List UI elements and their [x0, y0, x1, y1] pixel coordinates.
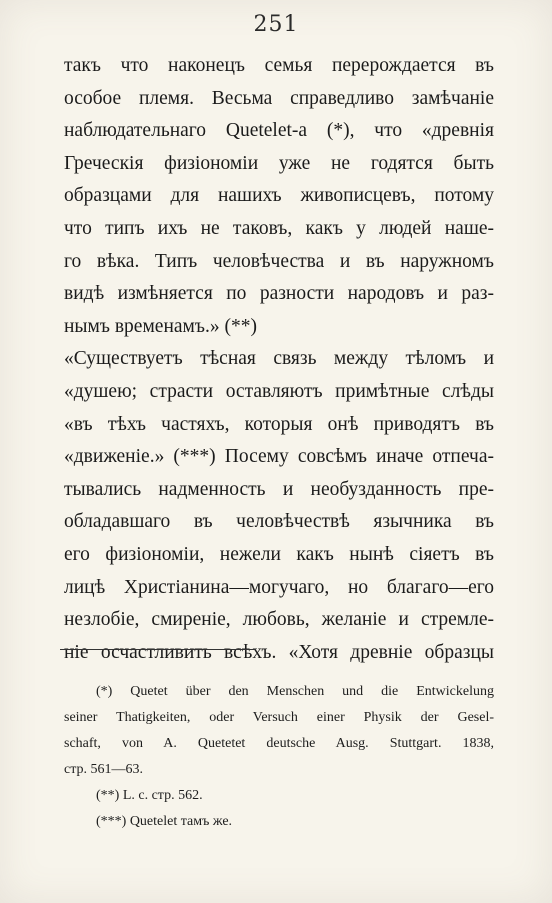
footnote-rule	[60, 649, 256, 650]
text-line: ніе осчастливить всѣхъ. «Хотя древніе образцы	[64, 641, 494, 663]
text-line: тывались надменность и необузданность пре-	[64, 478, 494, 500]
page-number: 251	[253, 12, 299, 37]
text-line: незлобіе, смиреніе, любовь, желаніе и стремле-	[64, 609, 494, 631]
text-line: обладавшаго въ человѣчествѣ язычника въ	[64, 511, 494, 533]
text-line: Греческія физіономіи уже не годятся быть	[64, 152, 494, 174]
text-line: нымъ временамъ.» (**)	[64, 315, 257, 337]
text-line: видѣ измѣняется по разности народовъ и раз-	[64, 283, 494, 305]
text-line: лицѣ Христіанина—могучаго, но благаго—его	[64, 576, 494, 598]
footnotes	[64, 679, 494, 835]
footnote-line: schaft, von A. Quetetet deutsche Ausg. Stuttgart. 1838,	[64, 736, 494, 751]
footnote-line: стр. 561—63.	[64, 762, 144, 777]
body-text	[64, 50, 494, 669]
footnote-line: (**) L. c. стр. 562.	[96, 788, 203, 803]
text-line: такъ что наконецъ семья перерождается въ	[64, 55, 494, 76]
text-line: образцами для нашихъ живописцевъ, потому	[64, 185, 494, 207]
text-line: что типъ ихъ не таковъ, какъ у людей наше-	[64, 217, 494, 239]
text-line: «въ тѣхъ частяхъ, которыя онѣ приводятъ въ	[64, 413, 494, 435]
text-line: его физіономіи, нежели какъ нынѣ сіяетъ въ	[64, 543, 494, 565]
text-line: «движеніе.» (***) Посему совсѣмъ иначе отпеча-	[64, 446, 494, 468]
text-line: особое племя. Весьма справедливо замѣчаніе	[64, 87, 494, 109]
text-line: «Существуетъ тѣсная связь между тѣломъ и	[64, 348, 494, 370]
footnote-line: (***) Quetelet тамъ же.	[96, 814, 233, 829]
text-line: «душею; страсти оставляютъ примѣтные слѣды	[64, 380, 494, 402]
footnote-line: (*) Quetet über den Menschen und die Entwickelung	[96, 684, 494, 699]
footnote-line: seiner Thatigkeiten, oder Versuch einer Physik der Gesel-	[64, 710, 494, 725]
text-line: го вѣка. Типъ человѣчества и въ наружномъ	[64, 250, 494, 272]
text-line: наблюдательнаго Quetelet-а (*), что «древнія	[64, 120, 494, 142]
